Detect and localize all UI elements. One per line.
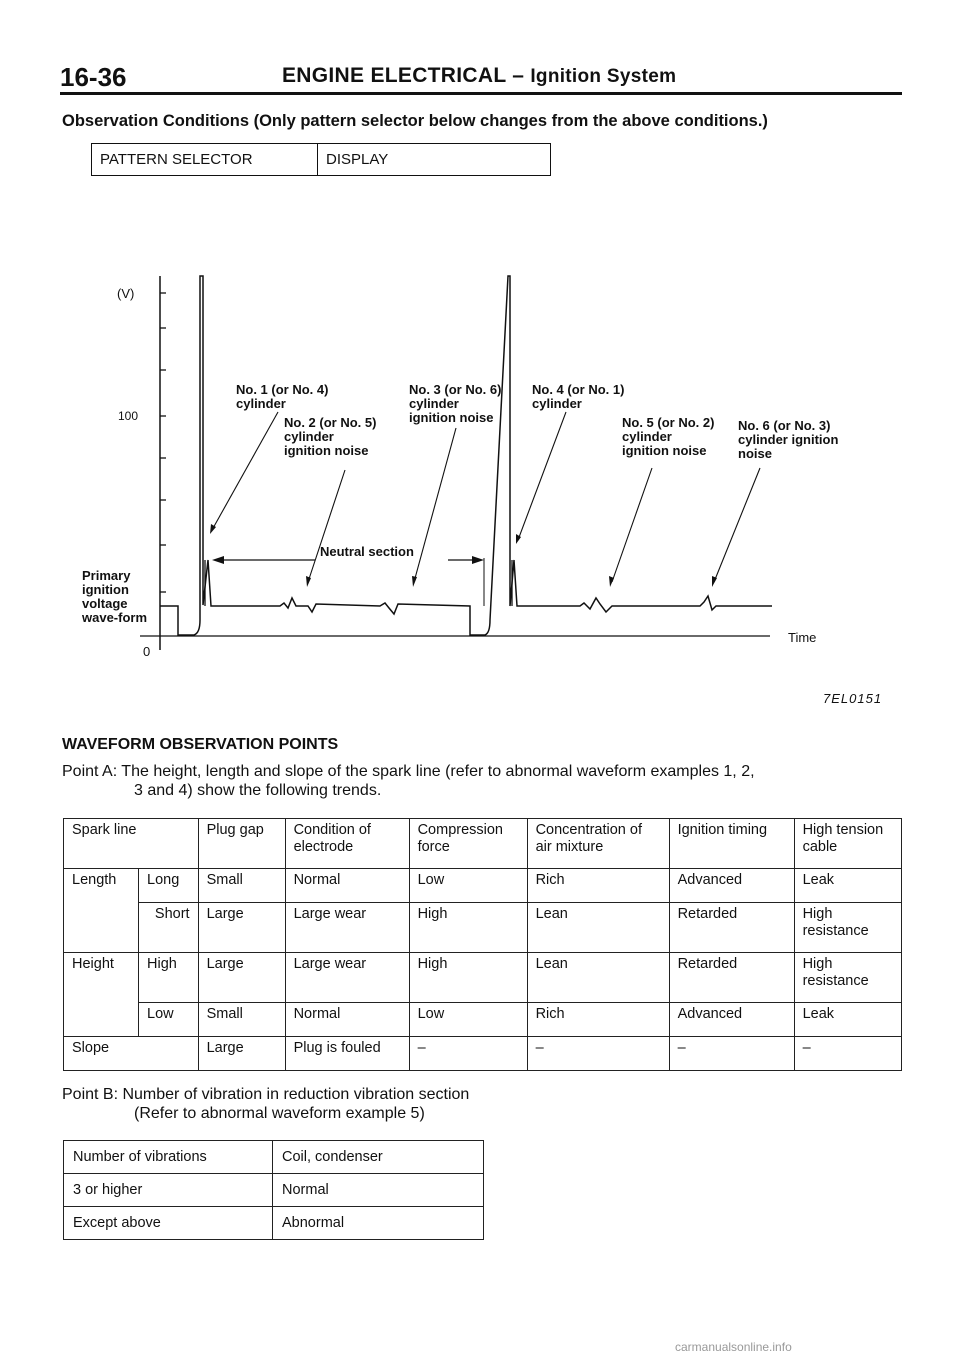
cell: High resistance: [794, 953, 901, 1003]
cell: Advanced: [669, 869, 794, 903]
cell: Normal: [285, 869, 409, 903]
cell: Rich: [527, 1003, 669, 1037]
no1-label-line1: No. 1 (or No. 4): [236, 382, 329, 397]
page-number: 16-36: [60, 62, 127, 92]
page-title: [282, 64, 676, 88]
no4-label-line1: No. 4 (or No. 1): [532, 382, 625, 397]
y-label-1: Primary: [82, 568, 131, 583]
point-a-line2: 3 and 4) show the following trends.: [134, 782, 382, 799]
y-label-3: voltage: [82, 596, 128, 611]
spark-line-trend-table: [63, 818, 902, 1071]
table-header-row: [64, 1141, 484, 1174]
header-coil-condenser: Coil, condenser: [273, 1141, 484, 1174]
y-label-2: ignition: [82, 582, 129, 597]
cell: Normal: [285, 1003, 409, 1037]
observation-title: Observation Conditions (Only pattern selector below changes from the above conditions.): [62, 112, 768, 130]
cell: Large wear: [285, 953, 409, 1003]
header-rule: [60, 92, 902, 95]
cell: Small: [198, 869, 285, 903]
cell: High: [409, 903, 527, 953]
no4-label-line2: cylinder: [532, 396, 582, 411]
point-b-text: [62, 1085, 469, 1123]
header-high-tension-cable: High tension cable: [794, 819, 901, 869]
point-a-line1: Point A: The height, length and slope of the spark line (refer to abnormal waveform examples 1, 2,: [62, 763, 755, 780]
header-ignition-timing: Ignition timing: [669, 819, 794, 869]
cell: Leak: [794, 869, 901, 903]
selector-label: PATTERN SELECTOR: [92, 144, 318, 176]
y-tick-0: 0: [143, 644, 151, 659]
no2-label-line2: cylinder: [284, 429, 334, 444]
no6-label-line3: noise: [738, 446, 772, 461]
cell: Retarded: [669, 953, 794, 1003]
y-label-4: wave-form: [82, 610, 148, 625]
no6-label-line1: No. 6 (or No. 3): [738, 418, 831, 433]
figure-reference-code: 7EL0151: [823, 691, 883, 706]
cell: Large: [198, 953, 285, 1003]
cell: 3 or higher: [64, 1174, 273, 1207]
section-title: ENGINE ELECTRICAL: [282, 64, 507, 87]
point-a-text: [62, 762, 902, 800]
no2-label-line1: No. 2 (or No. 5): [284, 415, 377, 430]
cell: Abnormal: [273, 1207, 484, 1240]
selector-value: DISPLAY: [318, 144, 551, 176]
point-b-line1: Point B: Number of vibration in reduction vibration section: [62, 1086, 470, 1103]
header-electrode: Condition of electrode: [285, 819, 409, 869]
table-row: [64, 869, 902, 903]
table-row: [64, 903, 902, 953]
cell: –: [794, 1037, 901, 1071]
cell: –: [527, 1037, 669, 1071]
waveform-points-title: WAVEFORM OBSERVATION POINTS: [62, 736, 339, 753]
no5-label-line1: No. 5 (or No. 2): [622, 415, 715, 430]
cell: Lean: [527, 953, 669, 1003]
sub-low: Low: [139, 1003, 199, 1037]
no1-label-line2: cylinder: [236, 396, 286, 411]
cell: High: [409, 953, 527, 1003]
cell: Large: [198, 1037, 285, 1071]
point-b-line2: (Refer to abnormal waveform example 5): [134, 1105, 425, 1122]
no6-label-line2: cylinder ignition: [738, 432, 839, 447]
cell: Low: [409, 1003, 527, 1037]
cell: –: [669, 1037, 794, 1071]
cell: Large: [198, 903, 285, 953]
no2-label-line3: ignition noise: [284, 443, 369, 458]
y-tick-100: 100: [118, 409, 139, 423]
title-separator: –: [512, 64, 525, 87]
cell: Low: [409, 869, 527, 903]
arrow-left-head: [212, 556, 224, 564]
neutral-section-label: Neutral section: [320, 544, 414, 559]
watermark: carmanualsonline.info: [675, 1340, 792, 1354]
table-row: [64, 1037, 902, 1071]
cell: Large wear: [285, 903, 409, 953]
cell: Small: [198, 1003, 285, 1037]
leader-arrowheads: [210, 524, 717, 587]
table-header-row: [64, 819, 902, 869]
cell: –: [409, 1037, 527, 1071]
cell: High resistance: [794, 903, 901, 953]
cell: Lean: [527, 903, 669, 953]
y-unit: (V): [117, 286, 135, 301]
header-spark-line: Spark line: [64, 819, 199, 869]
subsection-title: Ignition System: [530, 66, 677, 87]
header-compression: Compression force: [409, 819, 527, 869]
no5-label-line3: ignition noise: [622, 443, 707, 458]
sub-short: Short: [139, 903, 199, 953]
y-ticks: [160, 293, 166, 592]
cell: Advanced: [669, 1003, 794, 1037]
no3-label-line3: ignition noise: [409, 410, 494, 425]
table-row: [64, 953, 902, 1003]
group-height: Height: [64, 953, 139, 1037]
x-label: Time: [788, 630, 817, 645]
group-slope: Slope: [64, 1037, 199, 1071]
no3-label-line2: cylinder: [409, 396, 459, 411]
waveform-diagram: [0, 240, 960, 710]
table-row: [64, 1003, 902, 1037]
table-row: [64, 1207, 484, 1240]
cell: Except above: [64, 1207, 273, 1240]
header-plug-gap: Plug gap: [198, 819, 285, 869]
table-row: [64, 1174, 484, 1207]
vibration-table: [63, 1140, 484, 1240]
arrow-right-head: [472, 556, 484, 564]
header-air-mixture: Concentration of air mixture: [527, 819, 669, 869]
cell: Plug is fouled: [285, 1037, 409, 1071]
no3-label-line1: No. 3 (or No. 6): [409, 382, 502, 397]
header-number-of-vibrations: Number of vibrations: [64, 1141, 273, 1174]
sub-high: High: [139, 953, 199, 1003]
cell: Leak: [794, 1003, 901, 1037]
sub-long: Long: [139, 869, 199, 903]
pattern-selector-table: [91, 143, 551, 176]
no5-label-line2: cylinder: [622, 429, 672, 444]
cell: Rich: [527, 869, 669, 903]
cell: Normal: [273, 1174, 484, 1207]
cell: Retarded: [669, 903, 794, 953]
group-length: Length: [64, 869, 139, 953]
